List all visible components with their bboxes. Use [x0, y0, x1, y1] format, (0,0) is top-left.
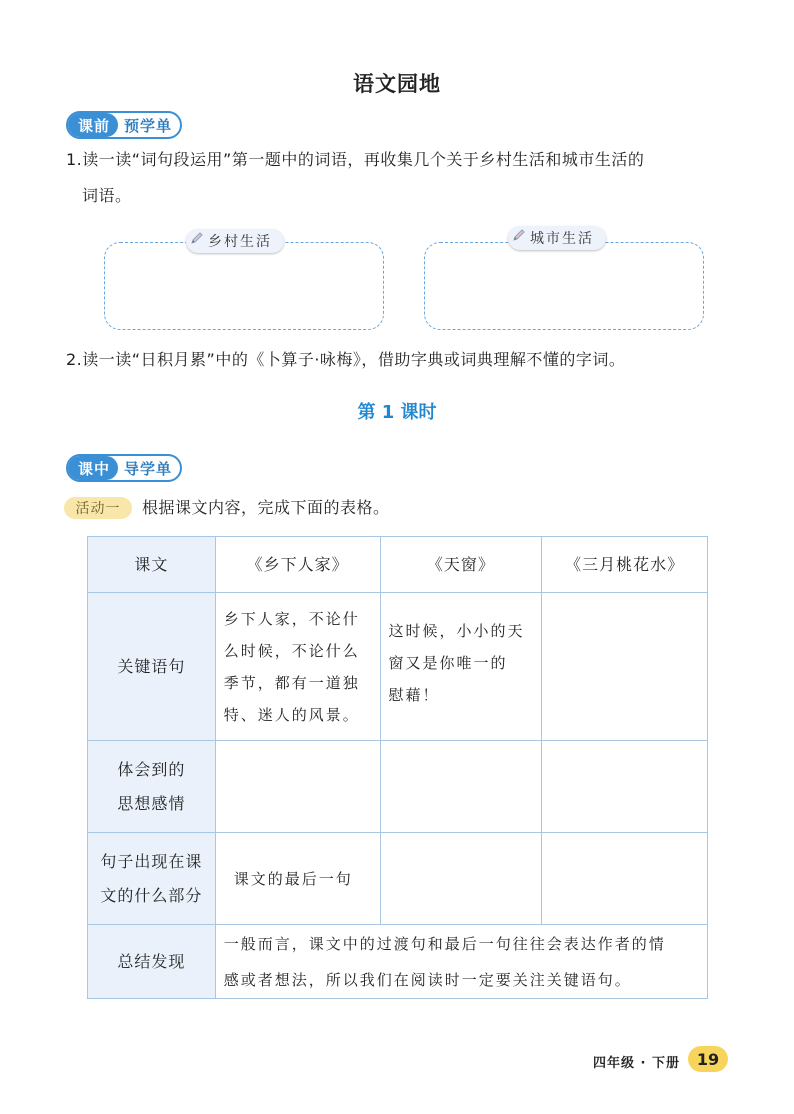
pencil-icon	[512, 228, 526, 242]
feelings-cell-3[interactable]	[542, 741, 708, 833]
grade-label: 四年级 · 下册	[593, 1056, 680, 1071]
city-life-label: 城市生活	[530, 231, 594, 247]
activity-instruction: 根据课文内容，完成下面的表格。	[142, 498, 390, 517]
position-cell-3[interactable]	[542, 833, 708, 925]
table-row	[88, 593, 708, 741]
pre-class-badge-main: 课前	[68, 113, 118, 137]
summary-line: 一般而言，课文中的过渡句和最后一句往往会表达作者的情	[223, 934, 666, 953]
key-sentence-cell-3[interactable]	[542, 593, 708, 741]
in-class-badge-main: 课中	[68, 456, 118, 480]
row-label-feelings: 体会到的 思想感情	[88, 741, 216, 833]
in-class-badge-sub: 导学单	[124, 459, 173, 478]
row-label-position: 句子出现在课 文的什么部分	[88, 833, 216, 925]
position-cell-1[interactable]	[215, 833, 380, 925]
position-cell-2[interactable]	[380, 833, 542, 925]
table-row	[88, 741, 708, 833]
answer-line: 乡下人家，不论什	[223, 609, 360, 628]
header-text-3: 《三月桃花水》	[542, 537, 708, 593]
answer-line: 课文的最后一句	[233, 869, 353, 888]
answer-line: 么时候，不论什么	[223, 641, 360, 660]
row-label-summary: 总结发现	[88, 925, 216, 999]
header-text-1: 《乡下人家》	[215, 537, 380, 593]
city-life-tag	[508, 226, 606, 250]
page-number: 19	[688, 1046, 728, 1072]
feelings-cell-2[interactable]	[380, 741, 542, 833]
pre-class-badge	[66, 111, 182, 139]
city-life-box[interactable]	[424, 242, 704, 330]
rural-life-box[interactable]	[104, 242, 384, 330]
question-1-line-2: 词语。	[82, 186, 132, 205]
pencil-icon	[190, 231, 204, 245]
table-summary-row	[88, 925, 708, 999]
lesson-title: 第 1 课时	[357, 402, 437, 423]
summary-line: 感或者想法，所以我们在阅读时一定要关注关键语句。	[223, 970, 632, 989]
table-row	[88, 833, 708, 925]
feelings-cell-1[interactable]	[215, 741, 380, 833]
answer-line: 特、迷人的风景。	[223, 705, 360, 724]
answer-line: 慰藉！	[388, 686, 440, 704]
header-lesson: 课文	[88, 537, 216, 593]
worksheet-table	[87, 536, 708, 999]
question-2: 2.读一读“日积月累”中的《卜算子·咏梅》，借助字典或词典理解不懂的字词。	[66, 350, 626, 369]
rural-life-label: 乡村生活	[208, 234, 272, 250]
in-class-badge	[66, 454, 182, 482]
header-text-2: 《天窗》	[380, 537, 542, 593]
question-1-line-1: 1.读一读“词句段运用”第一题中的词语，再收集几个关于乡村生活和城市生活的	[66, 150, 645, 169]
answer-line: 季节，都有一道独	[223, 673, 360, 692]
activity-tag: 活动一	[64, 497, 132, 519]
pre-class-badge-sub: 预学单	[124, 116, 173, 135]
key-sentence-cell-1[interactable]	[215, 593, 380, 741]
rural-life-tag	[186, 229, 284, 253]
answer-line: 窗又是你唯一的	[388, 654, 508, 672]
page-title: 语文园地	[353, 72, 441, 96]
key-sentence-cell-2[interactable]	[380, 593, 542, 741]
summary-cell[interactable]	[215, 925, 707, 999]
answer-line: 这时候，小小的天	[388, 622, 525, 640]
row-label-key-sentence: 关键语句	[88, 593, 216, 741]
table-header-row	[88, 537, 708, 593]
